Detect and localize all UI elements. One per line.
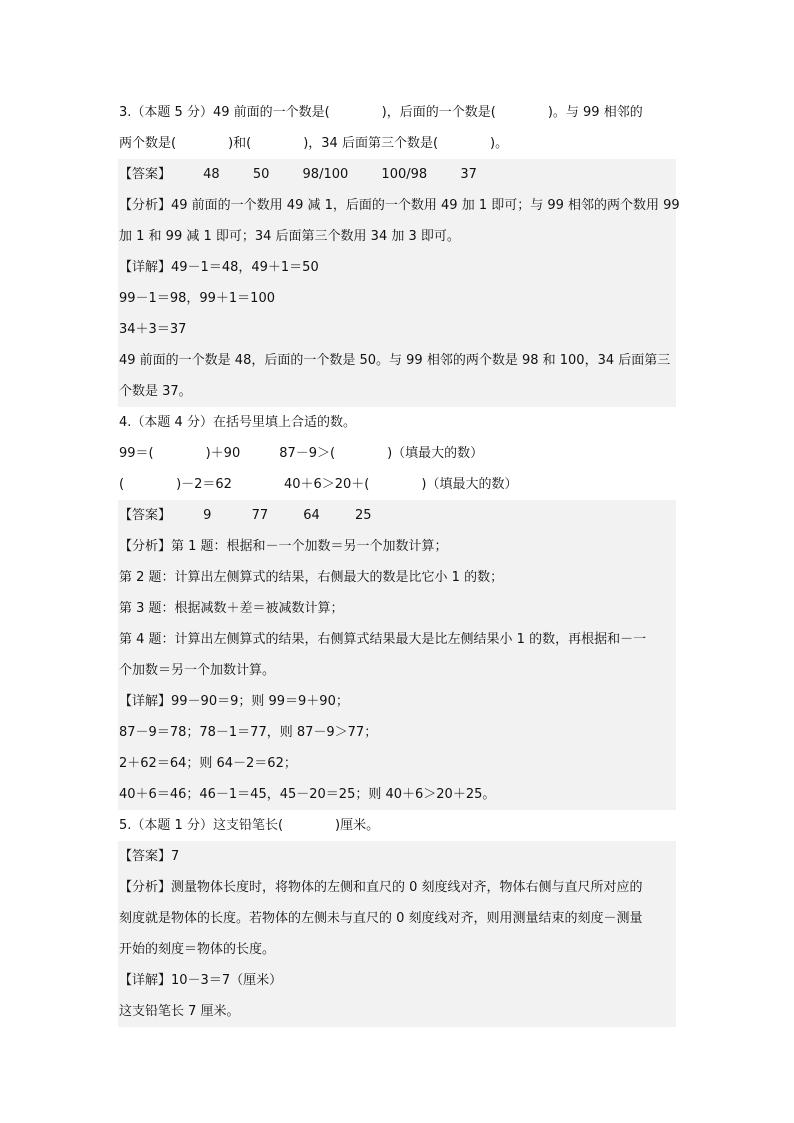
q4-analysis-line-2: 第 2 题：计算出左侧算式的结果，右侧最大的数是比它小 1 的数；	[118, 562, 676, 593]
q4-answer-label: 【答案】	[119, 508, 172, 523]
q4-detail-line-4: 40＋6＝46；46－1＝45，45－20＝25；则 40＋6＞20＋25。	[118, 779, 676, 810]
q3-detail-line-1: 【详解】49－1＝48，49＋1＝50	[118, 252, 676, 283]
q3-answer-2: 50	[252, 167, 270, 182]
q3-detail-line-3: 34＋3＝37	[118, 314, 676, 345]
q4-answer-line	[118, 500, 676, 531]
q5-analysis-line-2: 刻度就是物体的长度。若物体的左侧未与直尺的 0 刻度线对齐，则用测量结束的刻度－测量	[118, 903, 676, 934]
q3-detail-line-5: 个数是 37。	[118, 376, 676, 407]
q3-stem-line-1: 3.（本题 5 分）49 前面的一个数是( )，后面的一个数是( )。与 99 相邻的	[119, 105, 643, 120]
q3-analysis-line-2: 加 1 和 99 减 1 即可；34 后面第三个数用 34 加 3 即可。	[118, 221, 676, 252]
q3-answer-5: 37	[460, 167, 477, 182]
q3-stem-line-2: 两个数是( )和( )，34 后面第三个数是( )。	[119, 136, 509, 151]
q4-answer-2: 77	[251, 508, 269, 523]
document-page	[118, 97, 680, 1027]
q4-detail-line-2: 87－9＝78；78－1＝77，则 87－9＞77；	[118, 717, 676, 748]
q4-answer-3: 64	[303, 508, 320, 523]
q3-answer-line	[118, 159, 676, 190]
q5-detail-line-1: 【详解】10－3＝7（厘米）	[118, 965, 676, 996]
q4-analysis-line-3: 第 3 题：根据减数＋差＝被减数计算；	[118, 593, 676, 624]
q5-detail-line-2: 这支铅笔长 7 厘米。	[118, 996, 676, 1027]
q4-stem-line-1: 4.（本题 4 分）在括号里填上合适的数。	[119, 415, 356, 430]
q3-answer-4: 100/98	[381, 167, 428, 182]
q3-detail-line-2: 99－1＝98，99＋1＝100	[118, 283, 676, 314]
q3-analysis-line-1: 【分析】49 前面的一个数用 49 减 1，后面的一个数用 49 加 1 即可；与 99 相邻的两个数用 99	[118, 190, 676, 221]
q5-answer-line: 【答案】7	[118, 841, 676, 872]
q5-analysis-line-1: 【分析】测量物体长度时，将物体的左侧和直尺的 0 刻度线对齐，物体右侧与直尺所对应的	[118, 872, 676, 903]
q4-analysis-line-4: 第 4 题：计算出左侧算式的结果，右侧算式结果最大是比左侧结果小 1 的数，再根据和－一	[118, 624, 676, 655]
q5-stem-line-1: 5.（本题 1 分）这支铅笔长( )厘米。	[119, 818, 380, 833]
q4-stem-line-2: 99＝( )＋90 87－9＞( )（填最大的数）	[119, 446, 484, 461]
q4-analysis-line-5: 个加数＝另一个加数计算。	[118, 655, 676, 686]
q3-answer-3: 98/100	[302, 167, 349, 182]
q5-analysis-line-3: 开始的刻度＝物体的长度。	[118, 934, 676, 965]
q3-answer-label: 【答案】	[119, 167, 172, 182]
q4-detail-line-3: 2＋62＝64；则 64－2＝62；	[118, 748, 676, 779]
q3-detail-line-4: 49 前面的一个数是 48，后面的一个数是 50。与 99 相邻的两个数是 98 和 100，34 后面第三	[118, 345, 676, 376]
q4-stem-line-3: ( )－2＝62 40＋6＞20＋( )（填最大的数）	[119, 477, 518, 492]
q4-analysis-line-1: 【分析】第 1 题：根据和－一个加数＝另一个加数计算；	[118, 531, 676, 562]
q4-detail-line-1: 【详解】99－90＝9；则 99＝9＋90；	[118, 686, 676, 717]
q3-answer-1: 48	[203, 167, 220, 182]
q4-answer-4: 25	[354, 508, 372, 523]
q4-answer-1: 9	[203, 508, 212, 523]
